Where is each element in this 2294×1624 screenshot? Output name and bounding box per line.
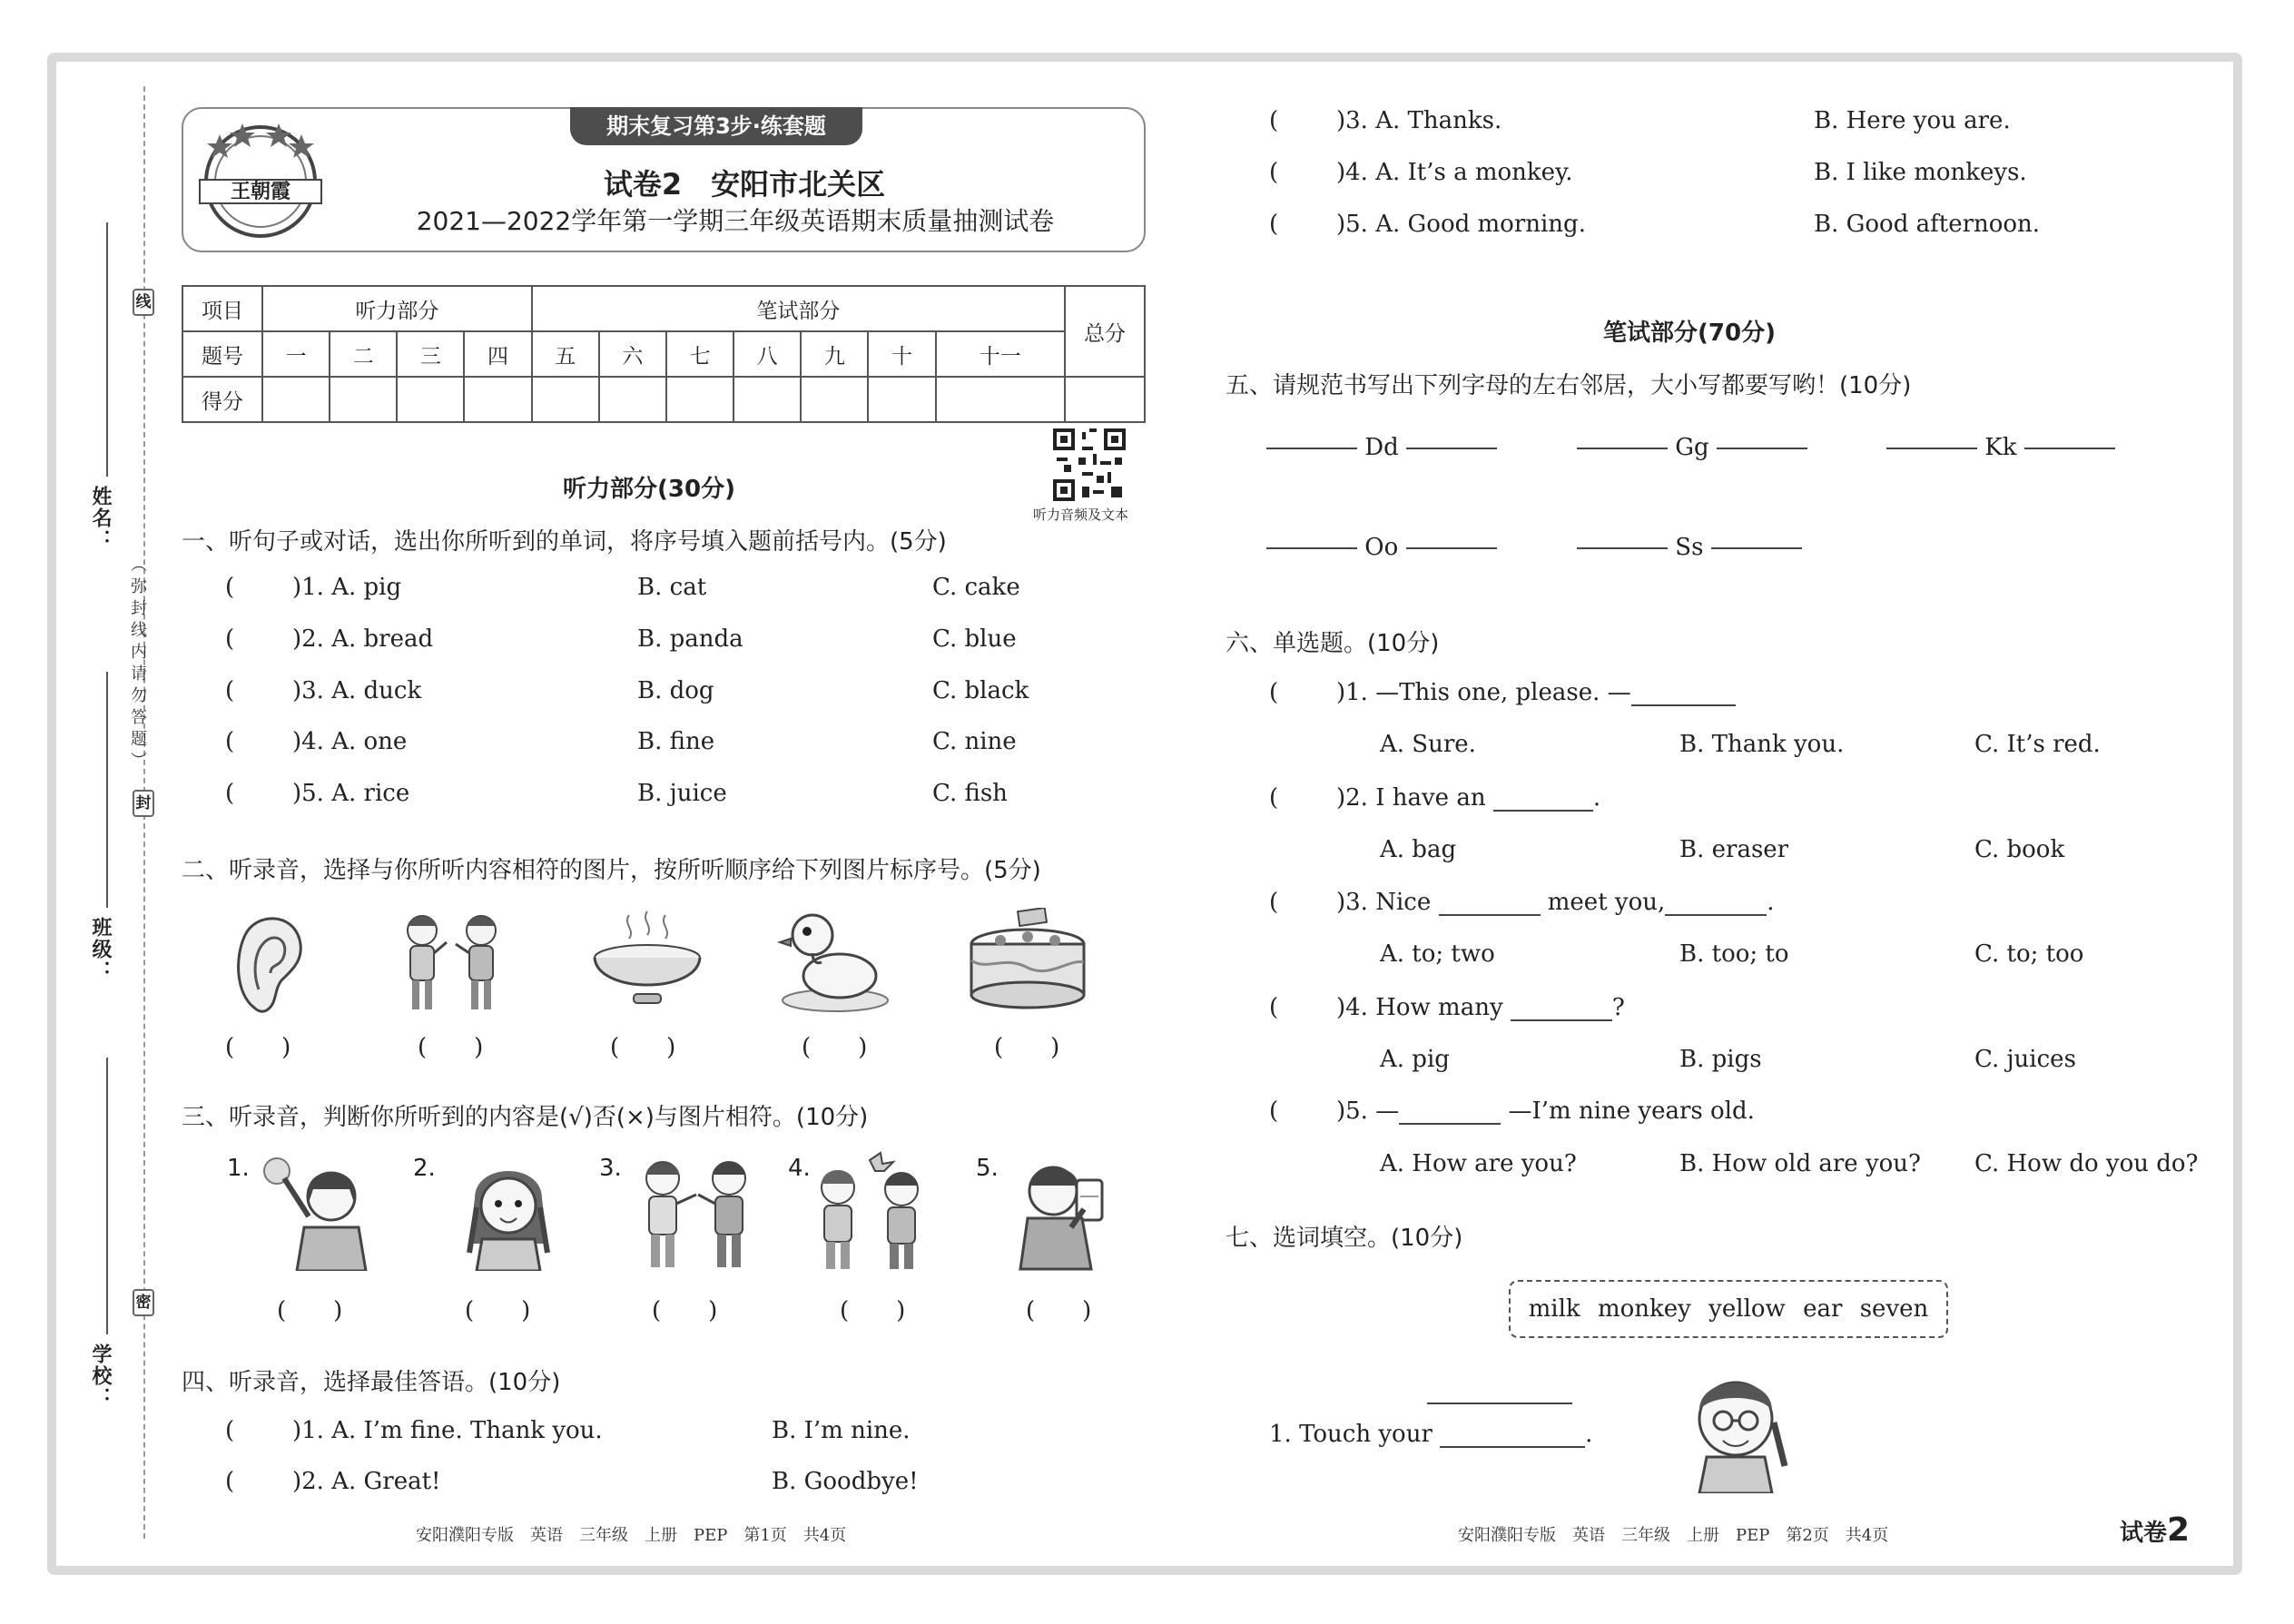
seal-mark-line: 线 — [133, 289, 154, 316]
q3-heading: 三、听录音，判断你所听到的内容是(√)否(×)与图片相符。(10分) — [182, 1104, 869, 1131]
exam-title: 试卷2 安阳市北关区 — [603, 167, 886, 202]
letter-neighbor-row[interactable] — [1266, 434, 1497, 461]
word-bank-item: monkey — [1597, 1295, 1691, 1323]
score-cell[interactable] — [868, 377, 935, 422]
q4-option-b: B. Here you are. — [1814, 107, 2011, 134]
score-cell[interactable] — [262, 377, 330, 422]
table-header-writing: 笔试部分 — [532, 286, 1065, 331]
answer-paren[interactable]: ( — [1269, 211, 1279, 238]
q6-option-a: A. pig — [1380, 1046, 1450, 1073]
score-cell[interactable] — [936, 377, 1065, 422]
q1-option-a: )5. A. rice — [292, 780, 410, 807]
q6-question: )4. How many ? — [1336, 994, 1625, 1021]
q1-option-b: B. fine — [637, 728, 715, 755]
score-cell[interactable] — [532, 377, 599, 422]
q4-option-b: B. I’m nine. — [772, 1417, 911, 1444]
rice-bowl-picture — [588, 908, 706, 1017]
word-bank-item: ear — [1803, 1295, 1843, 1323]
two-kids-picture — [631, 1153, 763, 1271]
answer-paren[interactable]: ( — [225, 677, 235, 704]
q4-option-a: )5. A. Good morning. — [1336, 211, 1586, 238]
q6-question: )5. — —I’m nine years old. — [1336, 1097, 1755, 1125]
answer-paren[interactable]: ( — [225, 780, 235, 807]
q7-heading: 七、选词填空。(10分) — [1226, 1225, 1463, 1252]
q1-heading: 一、听句子或对话，选出你所听到的单词，将序号填入题前括号内。(5分) — [182, 528, 947, 556]
letter-neighbor-row[interactable] — [1886, 434, 2115, 461]
boy-touching-ear-picture — [1670, 1366, 1807, 1493]
answer-paren[interactable]: ( — [1269, 107, 1279, 134]
answer-paren[interactable]: ( ) — [277, 1297, 343, 1324]
q6-option-c: C. How do you do? — [1974, 1150, 2199, 1177]
q6-question: )3. Nice meet you, . — [1336, 889, 1775, 916]
table-cell-number: 一 — [262, 331, 330, 377]
answer-paren[interactable]: ( — [1269, 1097, 1279, 1125]
table-cell-number: 十 — [868, 331, 935, 377]
q3-number: 3. — [599, 1155, 622, 1182]
score-cell[interactable] — [599, 377, 666, 422]
q6-option-a: A. How are you? — [1380, 1150, 1577, 1177]
q6-option-b: B. too; to — [1679, 940, 1789, 968]
answer-paren[interactable]: ( — [225, 728, 235, 755]
q1-option-c: C. fish — [932, 780, 1008, 807]
answer-paren[interactable]: ( ) — [465, 1297, 531, 1324]
writing-guide-line — [1427, 1403, 1572, 1404]
children-picture — [390, 908, 517, 1017]
table-cell-number: 六 — [599, 331, 666, 377]
table-row-label: 题号 — [182, 331, 262, 377]
q1-option-c: C. black — [932, 677, 1029, 704]
name-label: 姓名： — [89, 486, 113, 551]
seal-note: （弥封线内请勿答题） — [128, 556, 147, 773]
duck-picture — [776, 899, 894, 1017]
table-cell-number: 九 — [801, 331, 868, 377]
q3-number: 1. — [227, 1155, 250, 1182]
letter-neighbor-row[interactable] — [1577, 434, 1807, 461]
q6-option-b: B. eraser — [1679, 836, 1789, 863]
q6-question: )2. I have an . — [1336, 784, 1601, 812]
word-bank-item: yellow — [1708, 1295, 1786, 1323]
score-cell[interactable] — [801, 377, 868, 422]
answer-paren[interactable]: ( — [225, 574, 235, 601]
q4-option-b: B. I like monkeys. — [1814, 159, 2027, 186]
answer-paren[interactable]: ( — [225, 625, 235, 653]
q3-number: 5. — [976, 1155, 999, 1182]
header-tab: 期末复习第3步·练套题 — [570, 107, 862, 145]
kids-bird-picture — [806, 1151, 938, 1271]
q6-heading: 六、单选题。(10分) — [1226, 630, 1440, 657]
answer-paren[interactable]: ( — [1269, 994, 1279, 1021]
answer-paren[interactable]: ( — [1269, 159, 1279, 186]
q1-option-b: B. juice — [637, 780, 727, 807]
q4-option-b: B. Good afternoon. — [1814, 211, 2041, 238]
q6-option-a: A. bag — [1380, 836, 1457, 863]
q1-option-a: )2. A. bread — [292, 625, 434, 653]
letter-neighbor-row[interactable] — [1266, 534, 1497, 561]
answer-paren[interactable]: ( ) — [418, 1034, 484, 1061]
q1-option-c: C. nine — [932, 728, 1017, 755]
score-cell[interactable] — [397, 377, 464, 422]
q6-option-b: B. How old are you? — [1679, 1150, 1921, 1177]
q4-option-a: )2. A. Great! — [292, 1468, 441, 1495]
q4-option-a: )1. A. I’m fine. Thank you. — [292, 1417, 603, 1444]
letter-kk: Kk — [1984, 434, 2017, 461]
answer-paren[interactable]: ( ) — [225, 1034, 291, 1061]
q6-option-b: B. Thank you. — [1679, 731, 1845, 758]
word-bank-item: seven — [1859, 1295, 1929, 1323]
table-cell-number: 三 — [397, 331, 464, 377]
answer-paren[interactable]: ( — [1269, 889, 1279, 916]
listening-title: 听力部分(30分) — [563, 476, 735, 503]
q7-item-1: 1. Touch your . — [1269, 1421, 1593, 1448]
table-cell-number: 四 — [464, 331, 531, 377]
footer-right: 安阳濮阳专版 英语 三年级 上册 PEP 第2页 共4页 — [1458, 1526, 1889, 1545]
score-cell[interactable] — [733, 377, 801, 422]
q6-option-c: C. book — [1974, 836, 2065, 863]
school-label: 学校： — [89, 1343, 113, 1409]
q1-option-a: )1. A. pig — [292, 574, 402, 601]
q4-option-a: )4. A. It’s a monkey. — [1336, 159, 1573, 186]
class-label: 班级： — [89, 917, 113, 982]
q1-option-b: B. panda — [637, 625, 743, 653]
q1-option-a: )3. A. duck — [292, 677, 422, 704]
footer-left: 安阳濮阳专版 英语 三年级 上册 PEP 第1页 共4页 — [416, 1526, 847, 1545]
q6-option-b: B. pigs — [1679, 1046, 1762, 1073]
answer-paren[interactable]: ( — [225, 1417, 235, 1444]
exam-tag: 试卷2 — [2120, 1511, 2191, 1549]
svg-text:王朝霞: 王朝霞 — [230, 180, 291, 203]
letter-gg: Gg — [1675, 434, 1709, 461]
q6-option-c: C. It’s red. — [1974, 731, 2101, 758]
letter-neighbor-row[interactable] — [1577, 534, 1802, 561]
answer-paren[interactable]: ( ) — [1026, 1297, 1092, 1324]
score-cell[interactable] — [666, 377, 733, 422]
writing-title: 笔试部分(70分) — [1603, 320, 1776, 347]
score-table — [182, 285, 1146, 423]
q1-option-a: )4. A. one — [292, 728, 408, 755]
q4-option-a: )3. A. Thanks. — [1336, 107, 1502, 134]
letter-ss: Ss — [1675, 534, 1704, 561]
q5-heading: 五、请规范书写出下列字母的左右邻居，大小写都要写哟！(10分) — [1226, 372, 1912, 399]
class-field[interactable] — [106, 672, 108, 908]
name-field[interactable] — [106, 222, 108, 477]
q1-option-b: B. dog — [637, 677, 714, 704]
cake-picture — [964, 908, 1091, 1017]
table-cell-number: 八 — [733, 331, 801, 377]
answer-paren[interactable]: ( ) — [840, 1297, 906, 1324]
q1-option-c: C. blue — [932, 625, 1017, 653]
letter-oo: Oo — [1364, 534, 1399, 561]
girl-waving-picture — [259, 1153, 386, 1271]
q3-number: 2. — [413, 1155, 436, 1182]
qr-label: 听力音频及文本 — [1033, 507, 1129, 523]
girl-eyes-picture — [449, 1153, 567, 1271]
boy-drinking-picture — [1008, 1153, 1126, 1271]
answer-paren[interactable]: ( — [225, 1468, 235, 1495]
answer-paren[interactable]: ( — [1269, 784, 1279, 812]
table-header-listening: 听力部分 — [262, 286, 532, 331]
table-cell-number: 十一 — [936, 331, 1065, 377]
word-bank-item: milk — [1528, 1295, 1580, 1323]
q6-question: )1. —This one, please. — — [1336, 679, 1736, 706]
table-row-label: 得分 — [182, 377, 262, 422]
seal-mark-dense: 密 — [133, 1289, 154, 1316]
table-header-item: 项目 — [182, 286, 262, 331]
table-cell-number: 五 — [532, 331, 599, 377]
score-cell[interactable] — [1065, 377, 1145, 422]
seal-mark-seal: 封 — [133, 790, 154, 817]
answer-paren[interactable]: ( — [1269, 679, 1279, 706]
q6-option-a: A. to; two — [1380, 940, 1495, 968]
exam-subtitle: 2021—2022学年第一学期三年级英语期末质量抽测试卷 — [416, 206, 1055, 236]
ear-picture — [227, 908, 309, 1017]
school-field[interactable] — [106, 1058, 108, 1334]
q6-option-c: C. to; too — [1974, 940, 2084, 968]
answer-paren[interactable]: ( ) — [610, 1034, 676, 1061]
q6-option-a: A. Sure. — [1380, 731, 1476, 758]
score-cell[interactable] — [330, 377, 397, 422]
letter-dd: Dd — [1364, 434, 1399, 461]
publisher-logo — [192, 116, 329, 243]
answer-paren[interactable]: ( ) — [994, 1034, 1060, 1061]
table-cell-number: 七 — [666, 331, 733, 377]
answer-paren[interactable]: ( ) — [652, 1297, 718, 1324]
q4-option-b: B. Goodbye! — [772, 1468, 919, 1495]
q1-option-b: B. cat — [637, 574, 707, 601]
q2-heading: 二、听录音，选择与你所听内容相符的图片，按所听顺序给下列图片标序号。(5分) — [182, 857, 1041, 884]
table-cell-number: 二 — [330, 331, 397, 377]
answer-paren[interactable]: ( ) — [802, 1034, 868, 1061]
q4-heading: 四、听录音，选择最佳答语。(10分) — [182, 1369, 561, 1396]
qr-code-icon[interactable] — [1053, 428, 1126, 501]
q1-option-c: C. cake — [932, 574, 1020, 601]
word-bank — [1509, 1280, 1948, 1338]
q3-number: 4. — [788, 1155, 811, 1182]
q6-option-c: C. juices — [1974, 1046, 2076, 1073]
score-cell[interactable] — [464, 377, 531, 422]
table-header-total: 总分 — [1065, 286, 1145, 377]
